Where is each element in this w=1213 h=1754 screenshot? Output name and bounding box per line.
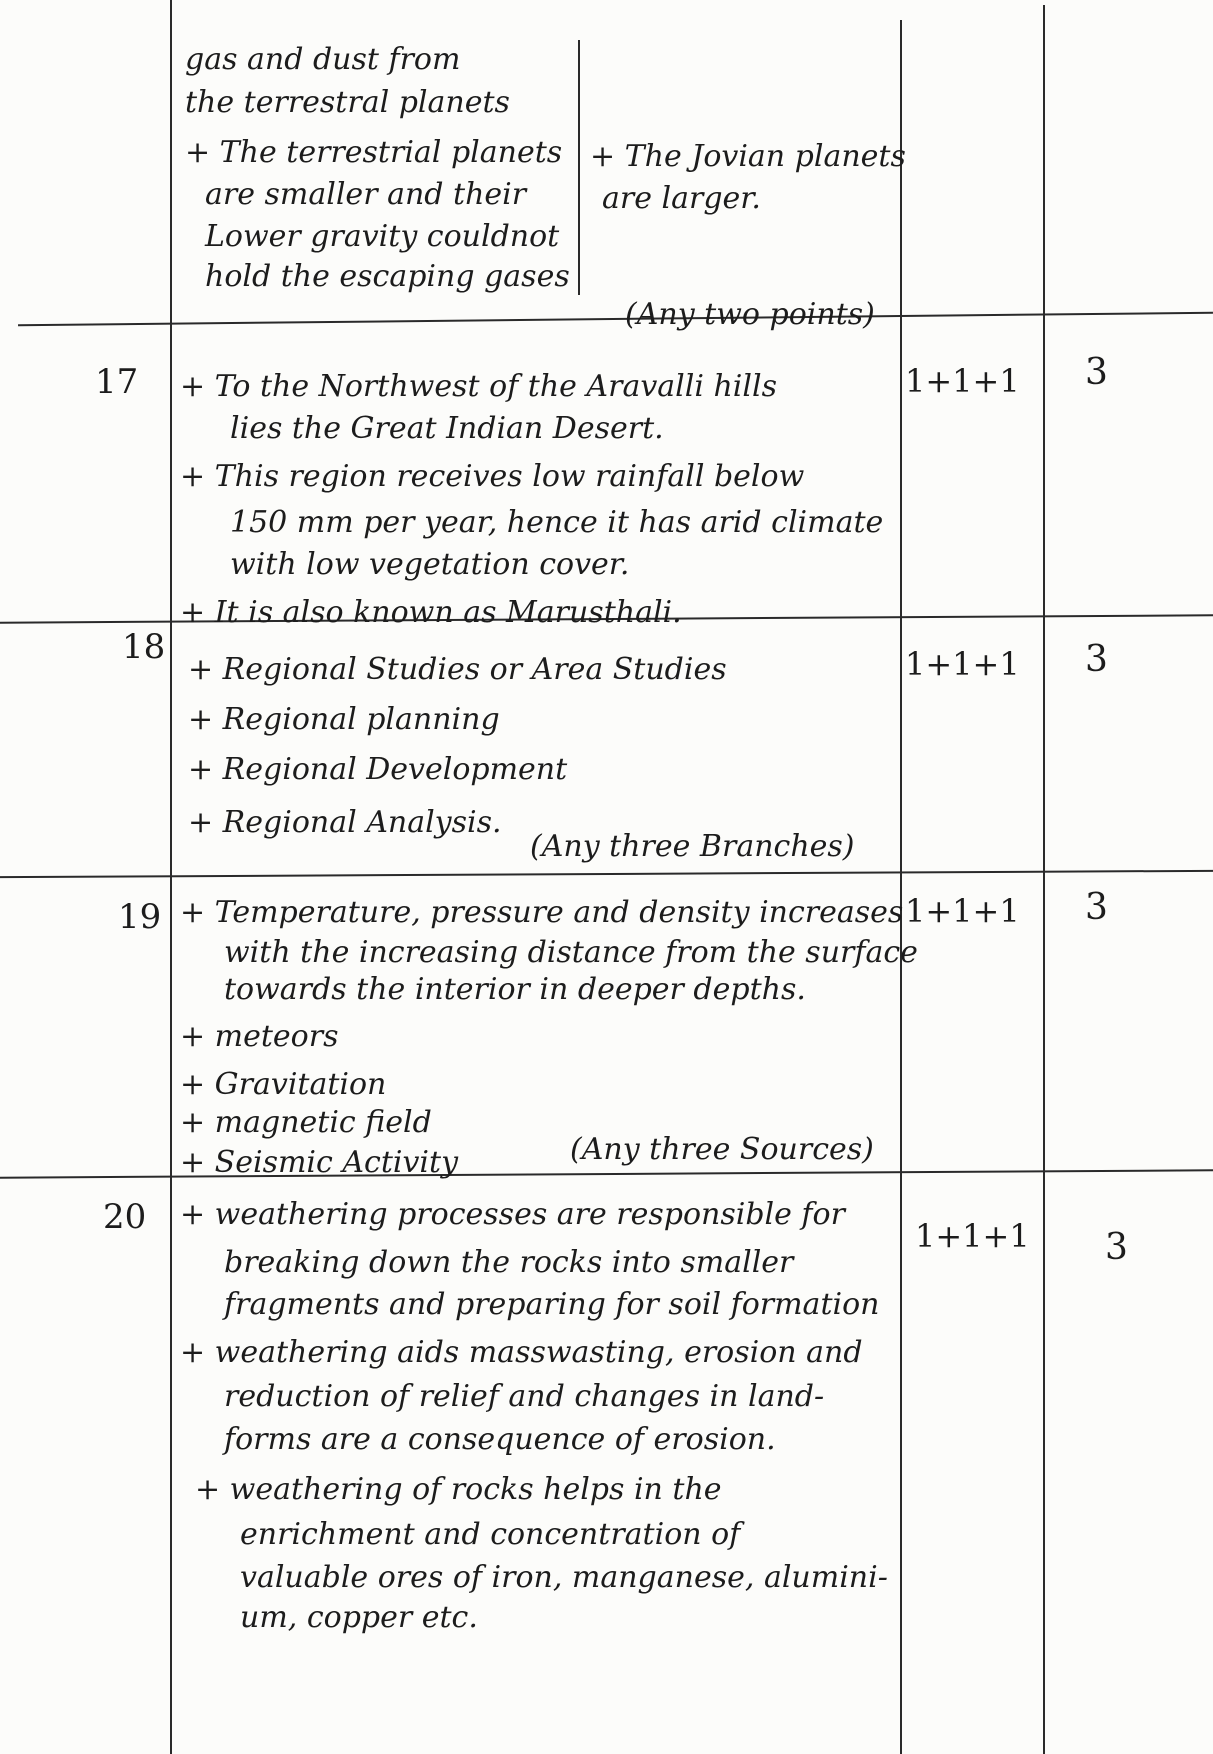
answer-line: + weathering of rocks helps in the xyxy=(195,1472,722,1507)
answer-line: + magnetic field xyxy=(180,1105,432,1140)
marks-total: 3 xyxy=(1105,1227,1128,1268)
continuation-left-line: gas and dust from xyxy=(185,42,461,77)
question-number: 19 xyxy=(118,897,162,937)
column-rule-total xyxy=(1043,5,1045,1754)
answer-line: with the increasing distance from the surface xyxy=(224,935,918,970)
answer-line: fragments and preparing for soil formation xyxy=(224,1287,880,1322)
answer-line: breaking down the rocks into smaller xyxy=(224,1245,794,1280)
answer-line: lies the Great Indian Desert. xyxy=(230,411,664,446)
answer-line: enrichment and concentration of xyxy=(240,1517,741,1552)
continuation-left-line: are smaller and their xyxy=(205,177,527,212)
answer-line: + Regional Analysis. xyxy=(188,805,502,840)
answer-note: (Any three Branches) xyxy=(530,829,855,864)
continuation-divider xyxy=(578,40,580,295)
continuation-left-line: the terrestral planets xyxy=(185,85,510,120)
answer-line: + It is also known as Marusthali. xyxy=(180,595,682,630)
marks-split: 1+1+1 xyxy=(915,1217,1030,1255)
row-rule-19 xyxy=(0,870,1213,878)
question-number: 18 xyxy=(122,627,166,667)
continuation-left-line: Lower gravity couldnot xyxy=(205,219,560,254)
answer-line: 150 mm per year, hence it has arid climate xyxy=(230,505,884,540)
marks-total: 3 xyxy=(1085,887,1108,928)
marks-split: 1+1+1 xyxy=(905,645,1020,683)
answer-line: um, copper etc. xyxy=(240,1600,478,1635)
marks-total: 3 xyxy=(1085,639,1108,680)
answer-line: reduction of relief and changes in land- xyxy=(224,1379,825,1414)
marks-total: 3 xyxy=(1085,352,1108,393)
answer-line: + Temperature, pressure and density increases xyxy=(180,895,904,930)
column-rule-marks xyxy=(900,20,902,1754)
answer-line: + Regional planning xyxy=(188,702,500,737)
answer-line: + weathering processes are responsible for xyxy=(180,1197,845,1232)
answer-line: + To the Northwest of the Aravalli hills xyxy=(180,369,777,404)
answer-line: + Seismic Activity xyxy=(180,1145,459,1180)
question-number: 17 xyxy=(95,362,139,402)
continuation-note: (Any two points) xyxy=(625,297,875,332)
answer-line: + This region receives low rainfall below xyxy=(180,459,805,494)
row-rule-17 xyxy=(18,312,1213,327)
marks-split: 1+1+1 xyxy=(905,892,1020,930)
answer-line: valuable ores of iron, manganese, alumini- xyxy=(240,1560,888,1595)
answer-line: + Regional Development xyxy=(188,752,568,787)
continuation-left-line: hold the escaping gases xyxy=(205,259,570,294)
answer-line: + Regional Studies or Area Studies xyxy=(188,652,727,687)
answer-line: towards the interior in deeper depths. xyxy=(224,972,806,1007)
answer-line: with low vegetation cover. xyxy=(230,547,630,582)
answer-note: (Any three Sources) xyxy=(570,1132,874,1167)
answer-line: + weathering aids masswasting, erosion and xyxy=(180,1335,863,1370)
answer-line: + Gravitation xyxy=(180,1067,387,1102)
question-number: 20 xyxy=(103,1197,147,1237)
answer-line: forms are a consequence of erosion. xyxy=(224,1422,776,1457)
marks-split: 1+1+1 xyxy=(905,362,1020,400)
continuation-left-line: + The terrestrial planets xyxy=(185,135,563,170)
answer-line: + meteors xyxy=(180,1019,339,1054)
continuation-right-line: + The Jovian planets xyxy=(590,139,906,174)
continuation-right-line: are larger. xyxy=(602,181,761,216)
